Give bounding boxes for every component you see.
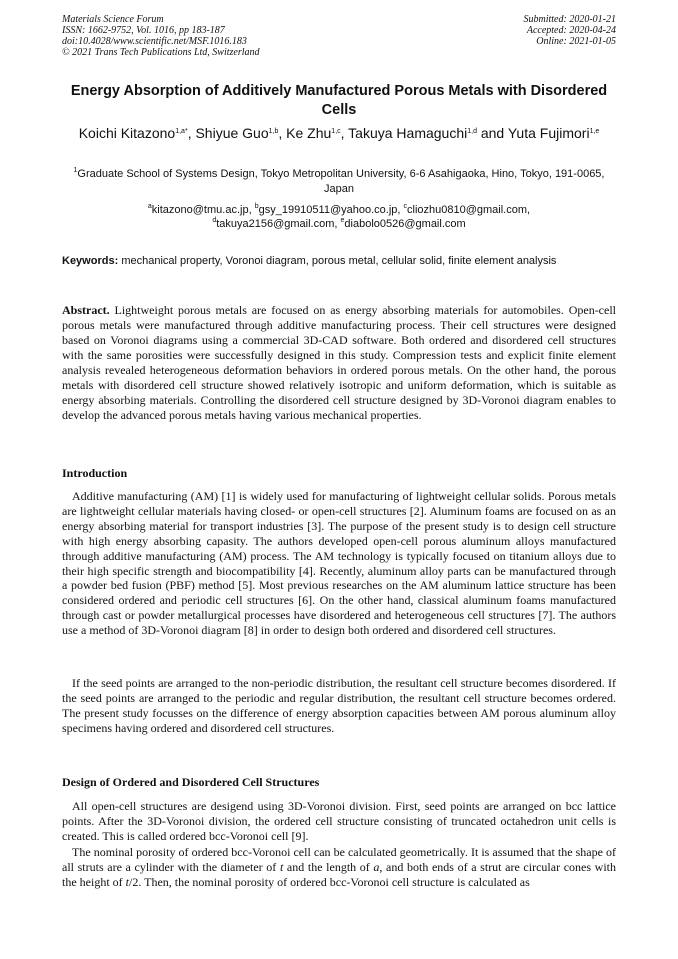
author: Ke Zhu$^{1,c}$,: [286, 125, 349, 141]
journal-issn: ISSN: 1662-9752, Vol. 1016, pp 183-187: [62, 25, 225, 36]
keywords: [62, 255, 616, 268]
introduction-heading: Introduction: [62, 466, 128, 480]
author-list: [62, 124, 616, 143]
online-date: Online: 2021-01-05: [536, 36, 616, 47]
journal-header-right: [524, 14, 617, 47]
abstract: [62, 303, 616, 423]
email-list: [62, 203, 616, 231]
author: Takuya Hamaguchi$^{1,d}$ and: [348, 125, 508, 141]
abstract-label: Abstract.: [62, 303, 110, 317]
email-entry[interactable]: $^c$cliozhu0810@gmail.com,: [403, 203, 531, 216]
journal-header-left: [62, 14, 260, 58]
author: Shiyue Guo$^{1,b}$,: [195, 125, 287, 141]
design-heading: Design of Ordered and Disordered Cell Structures: [62, 775, 320, 789]
design-paragraph-1: All open-cell structures are desigend using 3D-Voronoi division. First, seed points are arranged on bcc lattice points. After the 3D-Voronoi division, the ordered cell structure consisting of truncated octahedron unit cells is created. This is called ordered bcc-Voronoi cell [9].: [62, 799, 616, 843]
affiliation: $^1$Graduate School of Systems Design, Tokyo Metropolitan University, 6-6 Asahigaoka, Hino, Tokyo, 191-0065, Japan: [73, 167, 605, 195]
journal-name: Materials Science Forum: [62, 14, 164, 25]
email-entry[interactable]: $^e$diabolo0526@gmail.com: [340, 217, 466, 230]
keywords-label: Keywords:: [62, 255, 119, 267]
keywords-text: mechanical property, Voronoi diagram, porous metal, cellular solid, finite element analysis: [121, 255, 557, 267]
submitted-date: Submitted: 2020-01-21: [523, 14, 616, 25]
author: Yuta Fujimori$^{1,e}$: [507, 125, 600, 141]
journal-copyright: © 2021 Trans Tech Publications Ltd, Switzerland: [62, 47, 260, 58]
accepted-date: Accepted: 2020-04-24: [526, 25, 616, 36]
email-entry[interactable]: $^d$takuya2156@gmail.com,: [212, 217, 341, 230]
paper-title: Energy Absorption of Additively Manufactured Porous Metals with Disordered Cells: [70, 83, 608, 118]
journal-doi[interactable]: doi:10.4028/www.scientific.net/MSF.1016.183: [62, 36, 247, 47]
introduction-paragraph-2: If the seed points are arranged to the non-periodic distribution, the resultant cell structure becomes disordered. If the seed points are arranged to the periodic and regular distribution, the resultant cell structure becomes ordered. The present study focusses on the difference of energy absorption capacities between AM porous aluminum alloy specimens having ordered and disordered cell structures.: [62, 676, 616, 735]
abstract-text: Lightweight porous metals are focused on as energy absorbing materials for automobiles. Open-cell porous metals were manufactured through additive manufacturing process. Their cell structures were designed based on Voronoi diagrams using a commercial 3D-CAD software. Both ordered and disordered cell structures with the same porosities were successfully designed in this study. Compression tests and explicit finite element analysis revealed heterogeneous deformation behaviors in ordered porous metals. On the other hand, the porous metals with disordered cell structure showed relatively isotropic and uniform deformation, which is suitable as energy absorbing materials. Controlling the disordered cell structure designed by 3D-Voronoi diagram enables to develop the advanced porous metals having various mechanical properties.: [62, 303, 617, 422]
design-paragraph-2: The nominal porosity of ordered bcc-Voronoi cell can be calculated geometrically. It is assumed that the shape of all struts are a cylinder with the diameter of t and the length of a, and both ends of a strut are circular cones with the height of t/2. Then, the nominal porosity of ordered bcc-Voronoi cell structure is calculated as: [62, 845, 616, 889]
author: Koichi Kitazono$^{1,a*}$,: [78, 125, 196, 141]
email-entry[interactable]: $^a$kitazono@tmu.ac.jp,: [147, 203, 255, 216]
introduction-paragraph-1: Additive manufacturing (AM) [1] is widely used for manufacturing of lightweight cellular solids. Porous metals are lightweight cellular materials having closed- or open-cell structures [2]. Aluminum foams are focused on as an energy absorbing material for transport industries [3]. The purpose of the present study is to design cell structure with high energy absorbing capasity. The authors developed open-cell porous aluminum alloys manufactured through additive manufacturing (AM) process. The AM technology is typically focused on titanium alloys due to their high specific strength and biocompatibility [4]. Recently, aluminum alloy parts can be manufactured through a powder bed fusion (PBF) method [5]. Most previous researches on the AM aluminum lattice structure has been considered ordered and periodic cell structures [6]. On the other hand, classical aluminum foams manufactured through cast or powder metallurgical processes have disordered and heterogeneous cell structures [7]. The authors use a method of 3D-Voronoi diagram [8] in order to design both ordered and disordered cell structures.: [62, 489, 616, 638]
email-entry[interactable]: $^b$gsy_19910511@yahoo.co.jp,: [254, 203, 404, 216]
